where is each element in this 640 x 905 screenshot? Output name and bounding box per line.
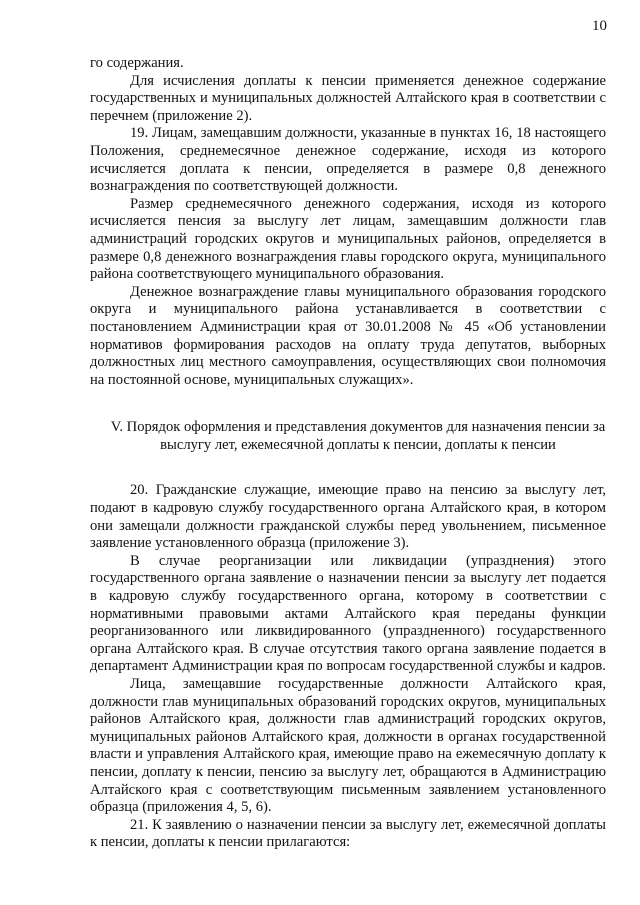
paragraph-salary-list: Для исчисления доплаты к пенсии применяется денежное содержание государственных и муниципальных должностей Алтайского края в соответствии с перечнем (приложение 2). — [90, 72, 606, 124]
page-number: 10 — [592, 18, 607, 34]
paragraph-officials: Лица, замещавшие государственные должности Алтайского края, должности глав муниципальных образований городских округов, муниципальных районов Алтайского края, должности глав администраций городских округов, муниципальных районов Алтайского края, должности в органах государственной власти и управления Алтайского края, имеющие право на ежемесячную доплату к пенсии, доплату к пенсии, пенсию за выслугу лет, обращаются в Администрацию Алтайского края с соответствующим письменным заявлением установленного образца (приложения 4, 5, 6). — [90, 676, 606, 816]
paragraph-continuation: го содержания. — [90, 55, 184, 71]
paragraph-item-21: 21. К заявлению о назначении пенсии за выслугу лет, ежемесячной доплаты к пенсии, доплаты к пенсии прилагаются: — [90, 816, 606, 851]
paragraph-item-20: 20. Гражданские служащие, имеющие право на пенсию за выслугу лет, подают в кадровую службу государственного органа Алтайского края, в котором они замещали должности гражданской службы перед увольнением, письменное заявление установленного образца (приложение 3). — [90, 482, 606, 552]
paragraph-reorganization: В случае реорганизации или ликвидации (упразднения) этого государственного органа заявление о назначении пенсии за выслугу лет подается в кадровую службу государственного органа, которому в соответствии с нормативными правовыми актами Алтайского края переданы функции реорганизованного или ликвидированного (упраздненного) государственного органа Алтайского края. В случае отсутствия такого органа заявление подается в департамент Администрации края по вопросам государственной службы и кадров. — [90, 552, 606, 675]
paragraph-head-remuneration: Денежное вознаграждение главы муниципального образования городского округа и муниципального района устанавливается в соответствии с постановлением Администрации края от 30.01.2008 № 45 «Об установлении нормативов формирования расходов на оплату труда депутатов, выборных должностных лиц местного самоуправления, осуществляющих свои полномочия на постоянной основе, муниципальных служащих». — [90, 283, 606, 388]
paragraph-item-19: 19. Лицам, замещавшим должности, указанные в пунктах 16, 18 настоящего Положения, среднемесячное денежное содержание, исходя из которого исчисляется доплата к пенсии, определяется в размере 0,8 денежного вознаграждения по соответствующей должности. — [90, 125, 606, 195]
paragraph-average-salary: Размер среднемесячного денежного содержания, исходя из которого исчисляется пенсия за выслугу лет лицам, замещавшим должности глав администраций городских округов и муниципальных районов, определяется в размере 0,8 денежного вознаграждения главы городского округа, муниципального района соответствующего муниципального образования. — [90, 195, 606, 283]
section-heading: V. Порядок оформления и представления документов для назначения пенсии за выслугу лет, ежемесячной доплаты к пенсии, доплаты к пенсии — [110, 419, 606, 453]
document-body — [90, 55, 606, 852]
